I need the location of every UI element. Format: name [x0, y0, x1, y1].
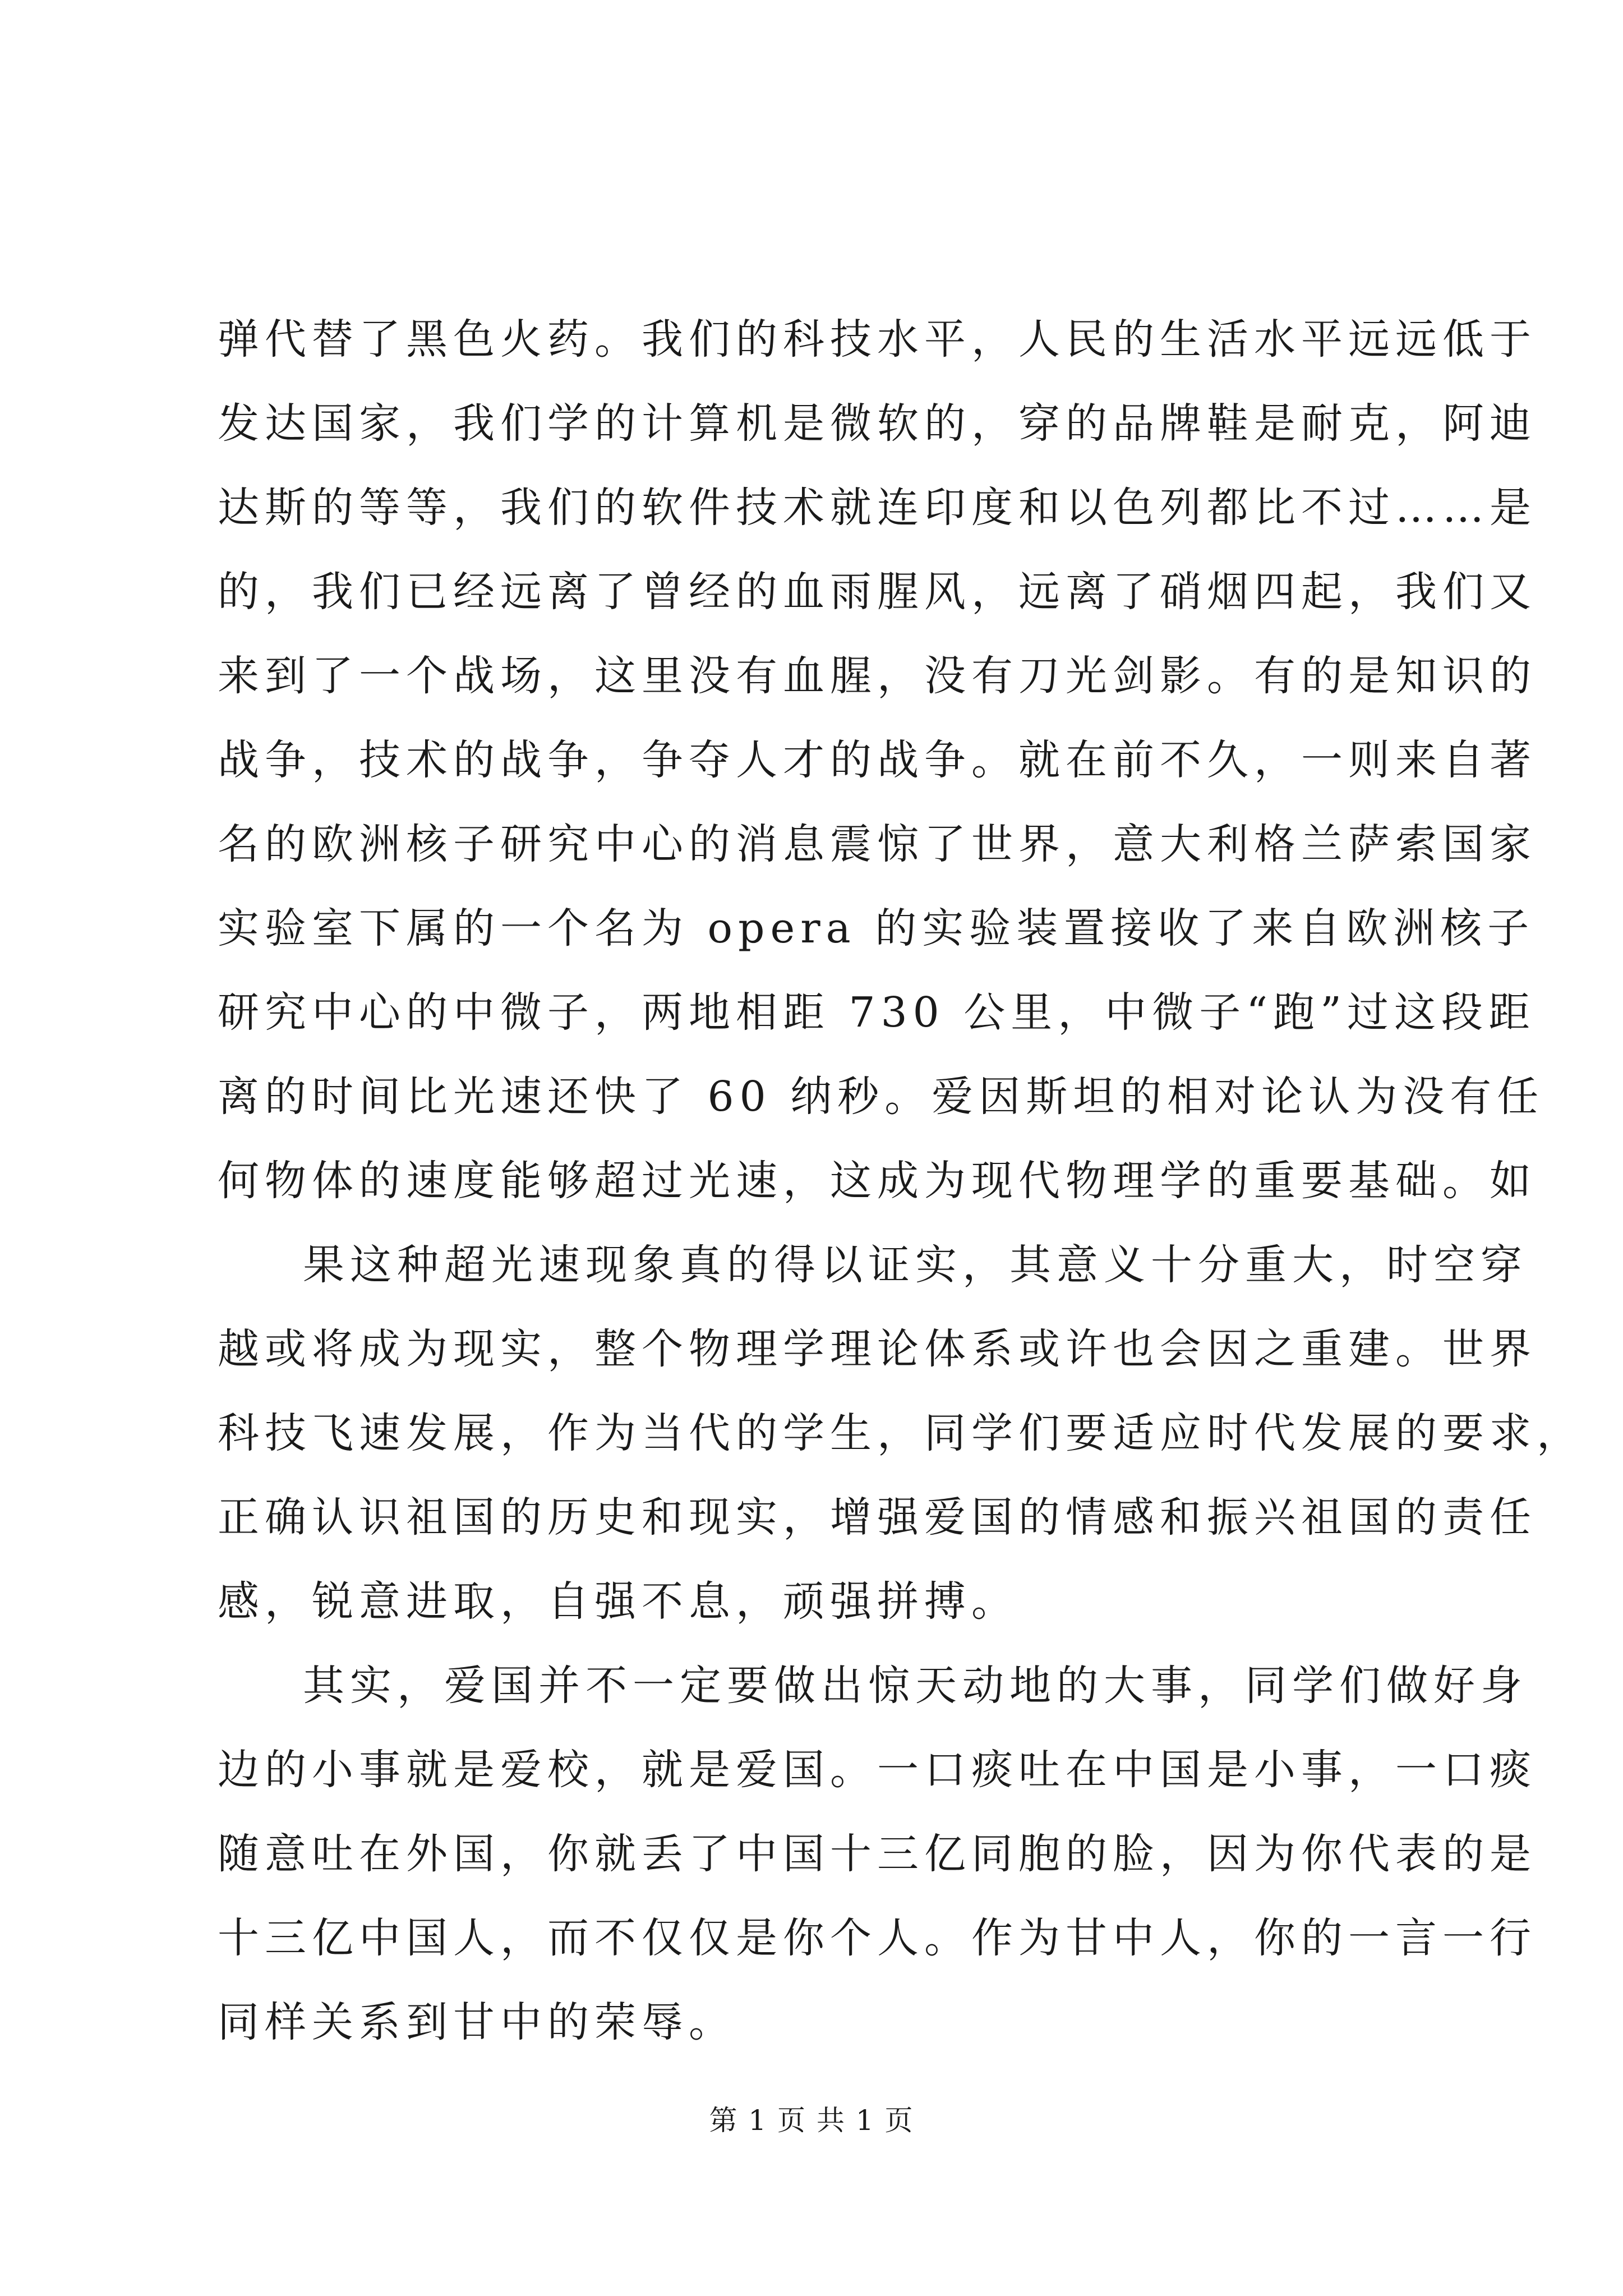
text-line: 名的欧洲核子研究中心的消息震惊了世界，意大利格兰萨索国家: [218, 820, 1537, 868]
text-line: 越或将成为现实，整个物理学理论体系或许也会因之重建。世界: [218, 1325, 1537, 1373]
text-line: 何物体的速度能够超过光速，这成为现代物理学的重要基础。如: [218, 1157, 1537, 1205]
body-text: [218, 297, 1584, 2064]
page-number-footer: 第 1 页 共 1 页: [709, 2104, 914, 2137]
text-line: 科技飞速发展，作为当代的学生，同学们要适应时代发展的要求，: [218, 1409, 1584, 1457]
text-line: 的，我们已经远离了曾经的血雨腥风，远离了硝烟四起，我们又: [218, 568, 1537, 616]
text-line: 离的时间比光速还快了 60 纳秒。爱因斯坦的相对论认为没有任: [218, 1073, 1544, 1121]
text-line: 弹代替了黑色火药。我们的科技水平，人民的生活水平远远低于: [218, 315, 1537, 364]
text-line: 正确认识祖国的历史和现实，增强爱国的情感和振兴祖国的责任: [218, 1493, 1537, 1542]
text-line: 随意吐在外国，你就丢了中国十三亿同胞的脸，因为你代表的是: [218, 1830, 1537, 1878]
text-line: 边的小事就是爱校，就是爱国。一口痰吐在中国是小事，一口痰: [218, 1746, 1537, 1794]
text-line: 研究中心的中微子，两地相距 730 公里，中微子“跑”过这段距: [218, 988, 1536, 1037]
text-line: 感，锐意进取，自强不息，顽强拼搏。: [218, 1577, 1018, 1626]
paragraph-start-line: 其实，爱国并不一定要做出惊天动地的大事，同学们做好身: [303, 1662, 1528, 1710]
text-line: 来到了一个战场，这里没有血腥，没有刀光剑影。有的是知识的: [218, 652, 1537, 700]
paragraph-start-line: 果这种超光速现象真的得以证实，其意义十分重大，时空穿: [303, 1241, 1528, 1289]
text-line: 发达国家，我们学的计算机是微软的，穿的品牌鞋是耐克，阿迪: [218, 399, 1537, 448]
text-line: 同样关系到甘中的荣辱。: [218, 1998, 736, 2046]
text-line: 战争，技术的战争，争夺人才的战争。就在前不久，一则来自著: [218, 736, 1537, 784]
text-line: 十三亿中国人，而不仅仅是你个人。作为甘中人，你的一言一行: [218, 1914, 1537, 1962]
text-line: 实验室下属的一个名为 opera 的实验装置接收了来自欧洲核子: [218, 904, 1535, 953]
text-line: 达斯的等等，我们的软件技术就连印度和以色列都比不过……是: [218, 484, 1537, 532]
